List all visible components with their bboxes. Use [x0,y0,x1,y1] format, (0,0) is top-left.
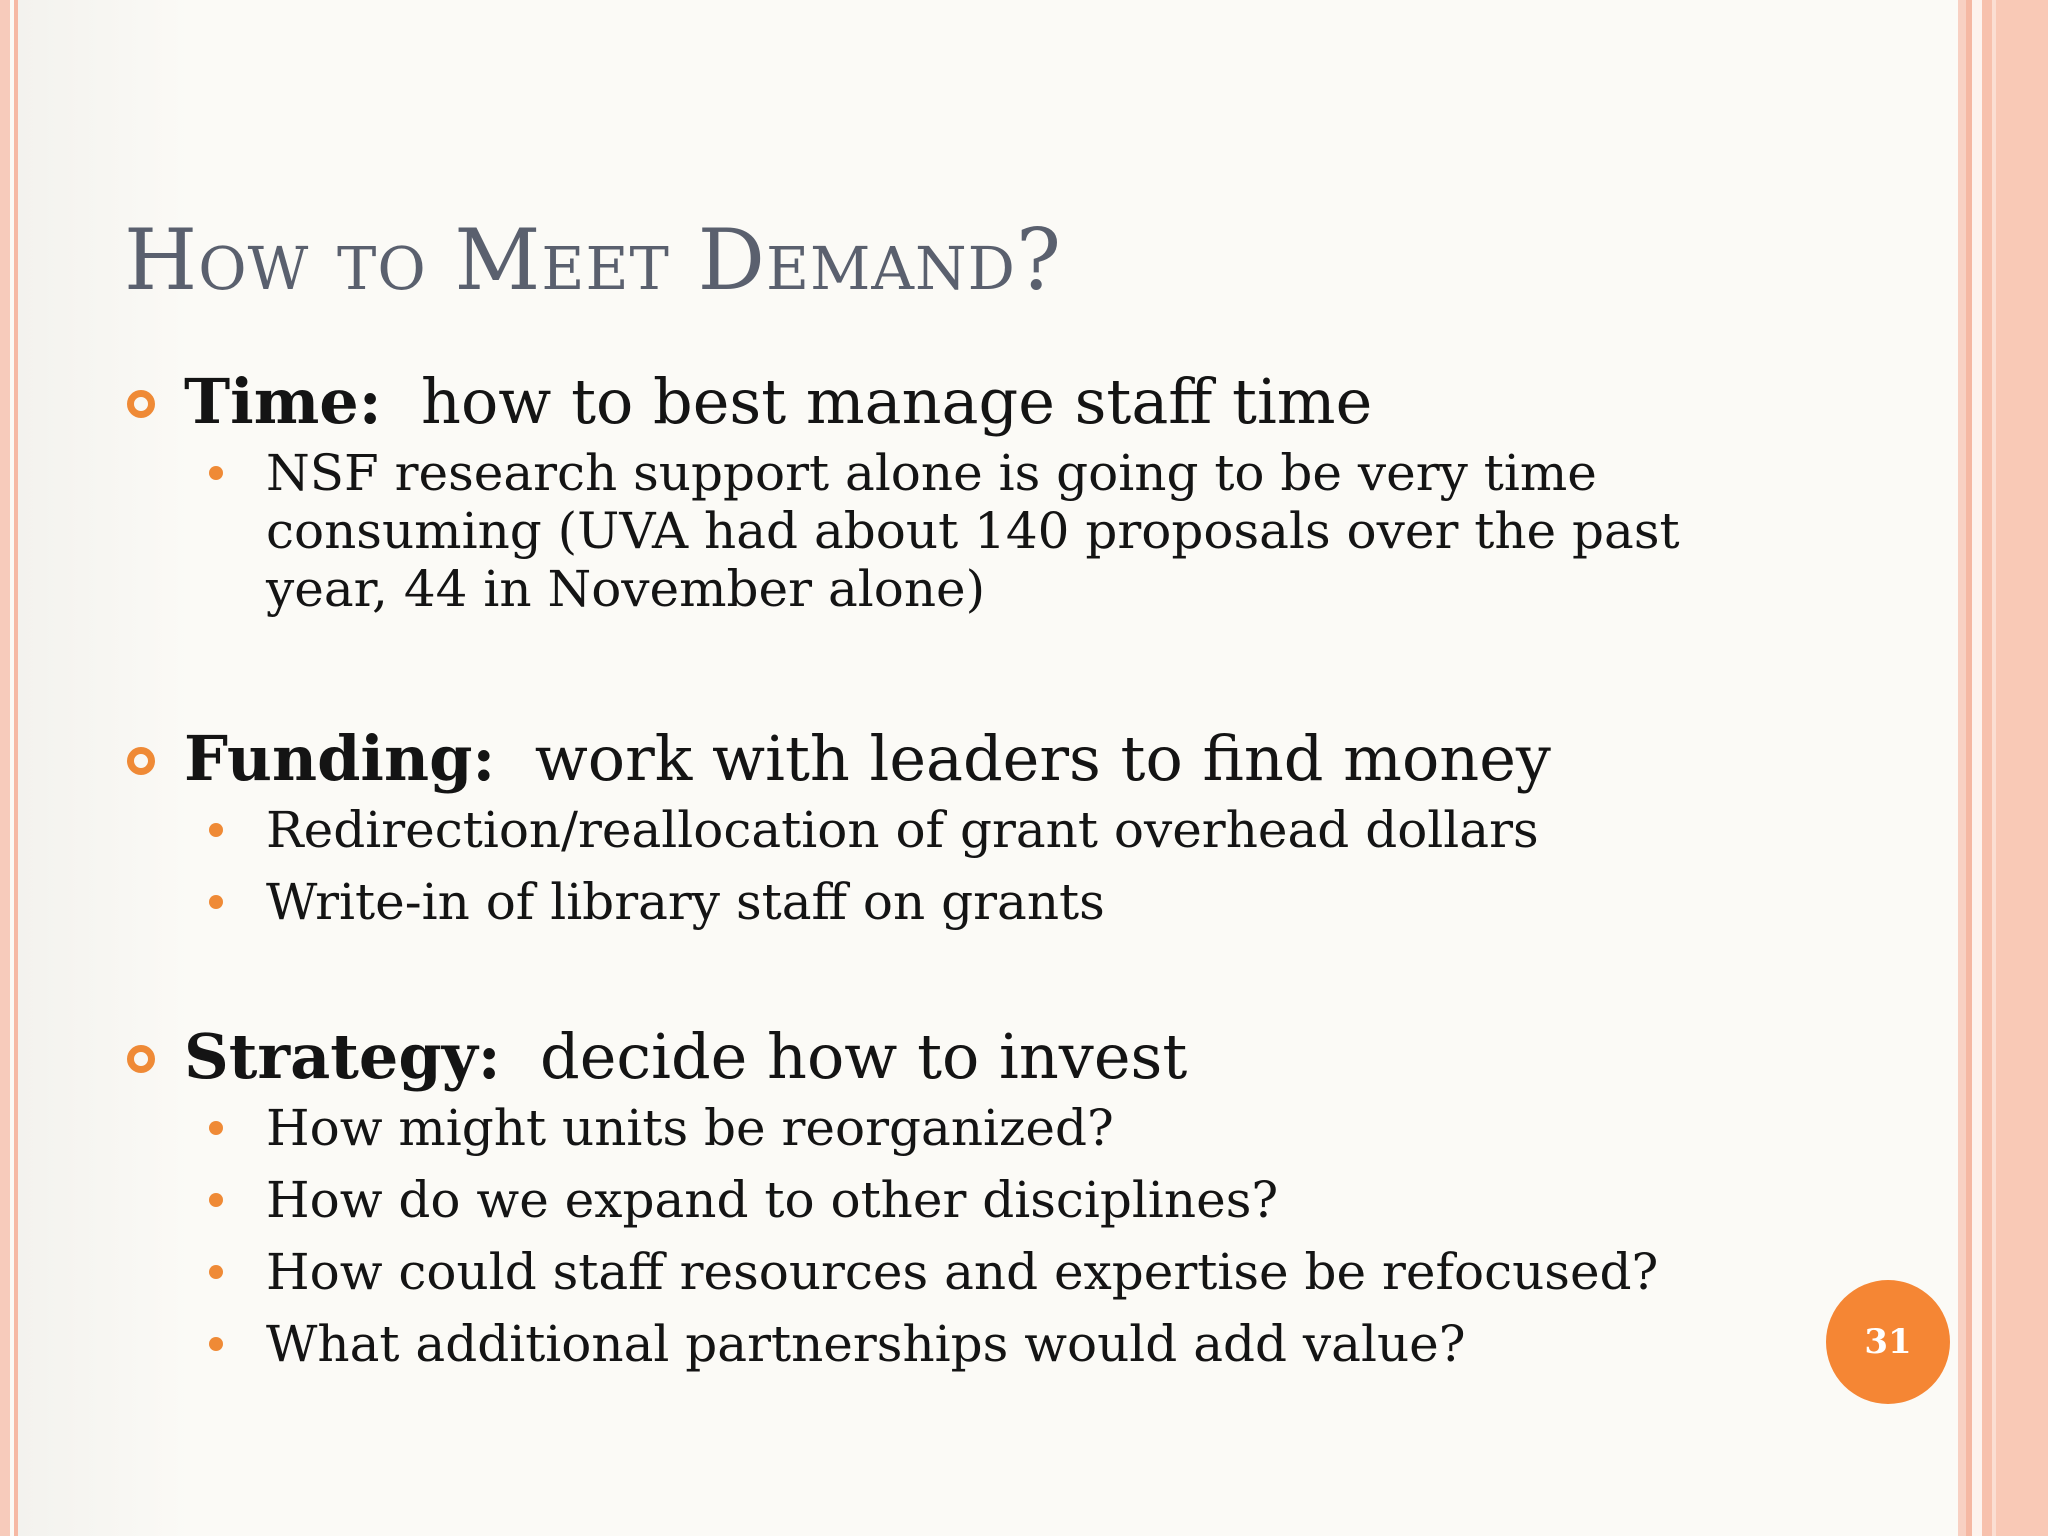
list-item [0,444,1686,618]
section-funding [0,723,1840,931]
list-item [0,1171,1686,1229]
bullet-funding-text [184,723,1551,795]
right-border-gap [1972,0,1982,1536]
funding-subbullets [0,801,1840,931]
bullet-time-text [184,366,1372,438]
list-item [0,873,1686,931]
bullet-funding-description: work with leaders to find money [534,722,1551,795]
list-item-text: Redirection/reallocation of grant overhead dollars [266,801,1539,859]
list-item [0,1099,1686,1157]
list-item-text: How do we expand to other disciplines? [266,1171,1279,1229]
ring-bullet-icon [127,390,155,418]
list-item-text: What additional partnerships would add value? [266,1315,1466,1373]
bullet-time-label: Time: [184,365,382,438]
bullet-funding-label: Funding: [184,722,496,795]
slide-title: How to Meet Demand? [124,211,1062,309]
section-strategy [0,1021,1840,1373]
list-item-text: How might units be reorganized? [266,1099,1114,1157]
list-item [0,801,1686,859]
page-number-badge: 31 [1826,1280,1950,1404]
dot-bullet-icon [209,1121,223,1135]
bullet-strategy-description: decide how to invest [540,1020,1188,1093]
list-item-text: Write-in of library staff on grants [266,873,1105,931]
bullet-time [0,366,1840,438]
list-item [0,1315,1686,1373]
bullet-strategy-label: Strategy: [184,1020,501,1093]
ring-bullet-icon [127,1045,155,1073]
dot-bullet-icon [209,895,223,909]
dot-bullet-icon [209,1265,223,1279]
dot-bullet-icon [209,1193,223,1207]
list-item-text: How could staff resources and expertise be refocused? [266,1243,1659,1301]
section-time [0,366,1840,618]
list-item [0,1243,1686,1301]
ring-bullet-icon [127,747,155,775]
list-item-text: NSF research support alone is going to be very time consuming (UVA had about 140 proposals over the past year, 44 in November alone) [266,444,1680,618]
right-border-band [1982,0,2048,1536]
bullet-strategy-text [184,1021,1187,1093]
dot-bullet-icon [209,1337,223,1351]
bullet-time-description: how to best manage staff time [421,365,1373,438]
dot-bullet-icon [209,466,223,480]
right-border-line-inner [1958,0,1966,1536]
dot-bullet-icon [209,823,223,837]
bullet-funding [0,723,1840,795]
bullet-strategy [0,1021,1840,1093]
strategy-subbullets [0,1099,1840,1373]
time-subbullets [0,444,1840,618]
